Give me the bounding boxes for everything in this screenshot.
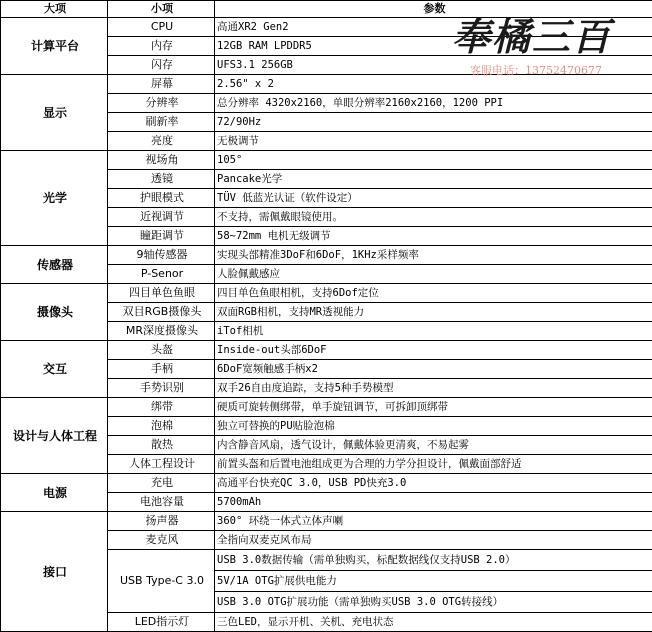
value-cell: 58~72mm 电机无级调节 (215, 227, 652, 246)
watermark-brand: 奉橘三百 (452, 6, 612, 61)
item-cell: 泡棉 (108, 417, 215, 436)
item-cell: 四目单色鱼眼 (108, 284, 215, 303)
item-cell: 双目RGB摄像头 (108, 303, 215, 322)
table-row (1, 151, 652, 170)
value-cell: 双手26自由度追踪，支持5种手势模型 (215, 379, 652, 398)
item-cell: 内存 (108, 37, 215, 56)
item-cell: 电池容量 (108, 493, 215, 512)
item-cell: CPU (108, 18, 215, 37)
item-cell: 护眼模式 (108, 189, 215, 208)
header-value: 参数 (215, 1, 652, 18)
item-cell: 充电 (108, 474, 215, 493)
item-cell: 透镜 (108, 170, 215, 189)
item-cell: 手柄 (108, 360, 215, 379)
category-cell: 光学 (1, 151, 108, 246)
item-cell: 亮度 (108, 132, 215, 151)
table-row (1, 512, 652, 531)
item-cell: 绑带 (108, 398, 215, 417)
value-cell: Pancake光学 (215, 170, 652, 189)
item-cell: 人体工程设计 (108, 455, 215, 474)
value-cell: UFS3.1 256GB (215, 56, 652, 75)
category-cell: 传感器 (1, 246, 108, 284)
value-cell: USB 3.0数据传输（需单独购买，标配数据线仅支持USB 2.0） (215, 550, 652, 571)
item-cell: P-Senor (108, 265, 215, 284)
item-cell: 闪存 (108, 56, 215, 75)
item-cell: 9轴传感器 (108, 246, 215, 265)
table-row (1, 246, 652, 265)
value-cell: USB 3.0 OTG扩展功能（需单独购买USB 3.0 OTG转接线） (215, 592, 652, 613)
item-cell: 头盔 (108, 341, 215, 360)
value-cell: 不支持，需佩戴眼镜使用。 (215, 208, 652, 227)
item-cell: 麦克风 (108, 531, 215, 550)
value-cell: 6DoF宽频触感手柄x2 (215, 360, 652, 379)
value-cell: iTof相机 (215, 322, 652, 341)
item-cell: 屏幕 (108, 75, 215, 94)
value-cell: 高通XR2 Gen2 (215, 18, 652, 37)
table-row (1, 75, 652, 94)
item-cell: 视场角 (108, 151, 215, 170)
value-cell: 双面RGB相机，支持MR透视能力 (215, 303, 652, 322)
table-row (1, 474, 652, 493)
table-row (1, 398, 652, 417)
item-cell: 刷新率 (108, 113, 215, 132)
item-cell: 散热 (108, 436, 215, 455)
value-cell: 5700mAh (215, 493, 652, 512)
header-category: 大项 (1, 1, 108, 18)
value-cell: 高通平台快充QC 3.0，USB PD快充3.0 (215, 474, 652, 493)
item-cell: LED指示灯 (108, 613, 215, 632)
item-cell: 扬声器 (108, 512, 215, 531)
table-row (1, 18, 652, 37)
value-cell: 72/90Hz (215, 113, 652, 132)
category-cell: 摄像头 (1, 284, 108, 341)
category-cell: 电源 (1, 474, 108, 512)
value-cell: 前置头盔和后置电池组成更为合理的力学分担设计，佩戴面部舒适 (215, 455, 652, 474)
value-cell: 5V/1A OTG扩展供电能力 (215, 571, 652, 592)
category-cell: 计算平台 (1, 18, 108, 75)
header-item: 小项 (108, 1, 215, 18)
value-cell: 三色LED，显示开机、关机、充电状态 (215, 613, 652, 632)
item-cell: MR深度摄像头 (108, 322, 215, 341)
value-cell: 360° 环绕一体式立体声喇 (215, 512, 652, 531)
value-cell: 12GB RAM LPDDR5 (215, 37, 652, 56)
value-cell: 四目单色鱼眼相机，支持6Dof定位 (215, 284, 652, 303)
item-cell: USB Type-C 3.0 (108, 550, 215, 613)
item-cell: 分辨率 (108, 94, 215, 113)
value-cell: 2.56" x 2 (215, 75, 652, 94)
value-cell: 硬质可旋转侧绑带，单手旋钮调节，可拆卸顶绑带 (215, 398, 652, 417)
item-cell: 手势识别 (108, 379, 215, 398)
table-row (1, 284, 652, 303)
value-cell: TÜV 低蓝光认证（软件设定） (215, 189, 652, 208)
value-cell: 独立可替换的PU贴脸泡棉 (215, 417, 652, 436)
item-cell: 瞳距调节 (108, 227, 215, 246)
value-cell: 全指向双麦克风布局 (215, 531, 652, 550)
value-cell: 内含静音风扇，透气设计，佩戴体验更清爽，不易起雾 (215, 436, 652, 455)
category-cell: 设计与人体工程 (1, 398, 108, 474)
value-cell: 总分辨率 4320x2160，单眼分辨率2160x2160，1200 PPI (215, 94, 652, 113)
category-cell: 交互 (1, 341, 108, 398)
spec-body (1, 18, 652, 632)
value-cell: 人脸佩戴感应 (215, 265, 652, 284)
value-cell: 实现头部精准3DoF和6DoF，1KHz采样频率 (215, 246, 652, 265)
header-row (1, 1, 652, 18)
item-cell: 近视调节 (108, 208, 215, 227)
watermark-phone: 客服电话：13752470677 (470, 62, 602, 78)
value-cell: 无极调节 (215, 132, 652, 151)
category-cell: 显示 (1, 75, 108, 151)
value-cell: Inside-out头部6DoF (215, 341, 652, 360)
category-cell: 接口 (1, 512, 108, 632)
table-row (1, 341, 652, 360)
value-cell: 105° (215, 151, 652, 170)
